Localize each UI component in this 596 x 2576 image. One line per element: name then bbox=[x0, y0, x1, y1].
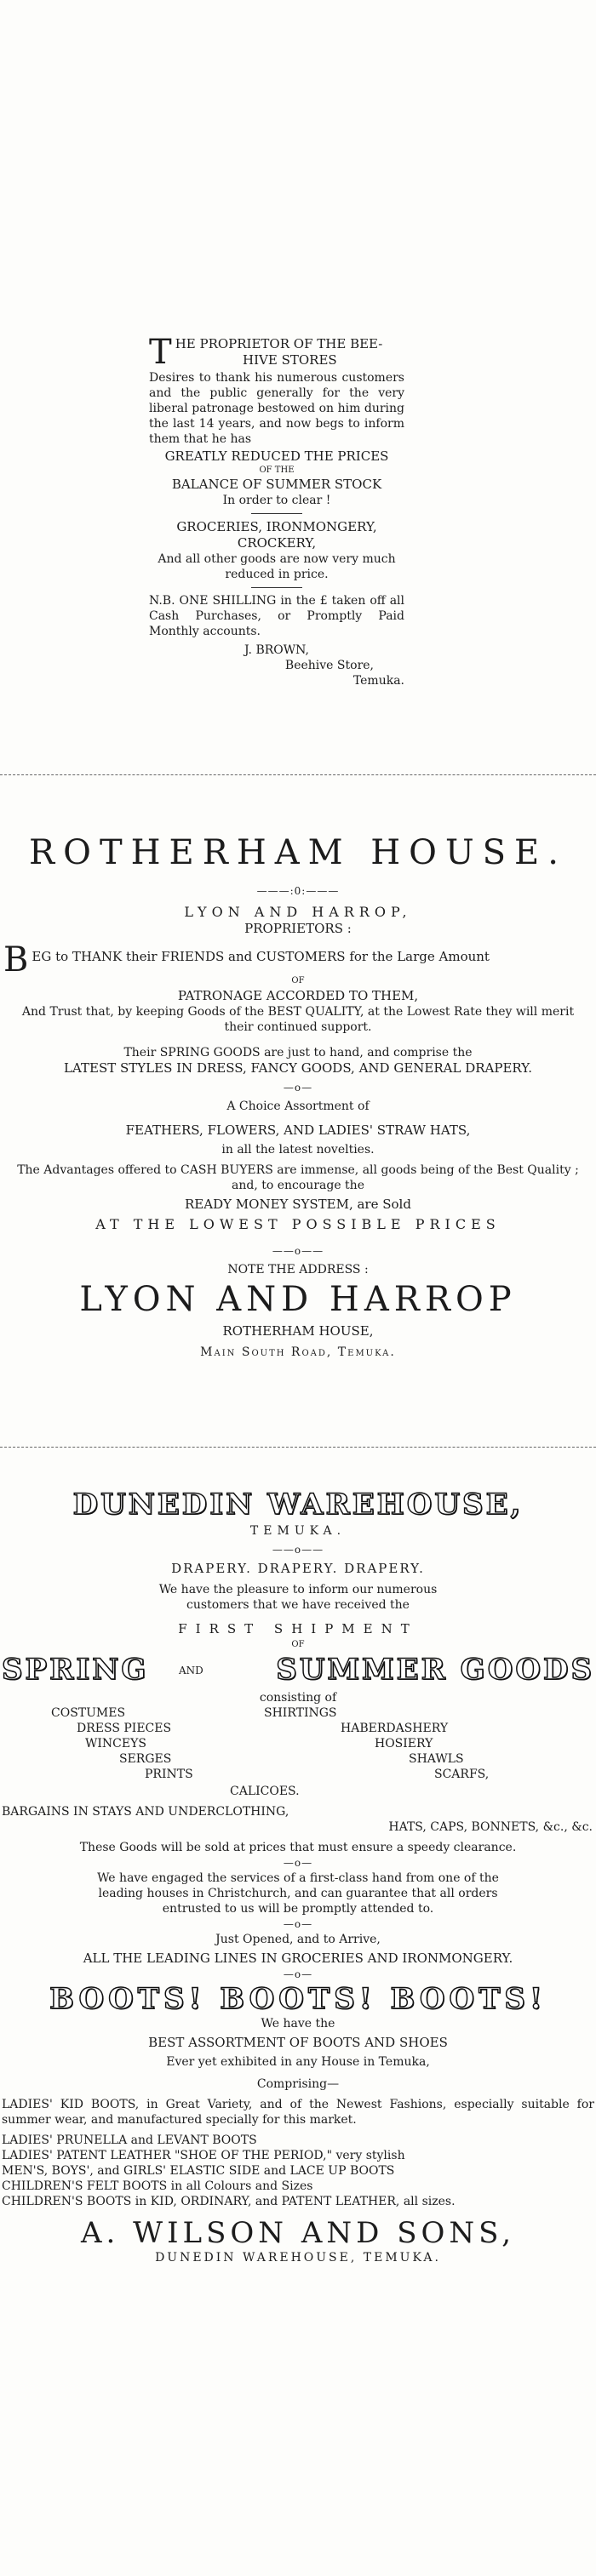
goods-list bbox=[0, 1705, 596, 1784]
goods-item: PRINTS bbox=[145, 1768, 193, 1781]
signature-name: J. BROWN, bbox=[244, 643, 309, 657]
clearance: These Goods will be sold at prices that must ensure a speedy clearance. bbox=[79, 1841, 517, 1854]
headline-cont: HIVE STORES bbox=[243, 352, 337, 368]
goods-item: HABERDASHERY bbox=[341, 1722, 449, 1735]
boot-list-item: LADIES' PRUNELLA and LEVANT BOOTS bbox=[2, 2133, 257, 2147]
ad-title: DUNEDIN WAREHOUSE, bbox=[72, 1488, 524, 1522]
boot-list-item: MEN'S, BOYS', and GIRLS' ELASTIC SIDE and LACE UP BOOTS bbox=[2, 2164, 395, 2178]
clear-note: In order to clear ! bbox=[222, 494, 331, 507]
drapery-line: DRAPERY. DRAPERY. DRAPERY. bbox=[171, 1561, 425, 1576]
first-shipment: FIRST SHIPMENT bbox=[178, 1621, 418, 1636]
boot-list-item: CHILDREN'S FELT BOOTS in all Colours and Sizes bbox=[2, 2179, 313, 2193]
boot-list bbox=[0, 2133, 596, 2209]
ever-exhibited: Ever yet exhibited in any House in Temuka, bbox=[166, 2055, 430, 2069]
goods-line-1: GROCERIES, IRONMONGERY, bbox=[176, 519, 377, 534]
and-word: AND bbox=[179, 1665, 203, 1676]
inform-line: We have the pleasure to inform our numerous customers that we have received the bbox=[158, 1583, 438, 1612]
ornament: —o— bbox=[283, 1968, 313, 1980]
nb-note: N.B. ONE SHILLING in the £ taken off all Cash Purchases, or Promptly Paid Monthly accounts. bbox=[149, 594, 404, 638]
proprietors: PROPRIETORS : bbox=[244, 921, 352, 936]
signature-town: Temuka. bbox=[352, 674, 404, 688]
goods-item: SERGES bbox=[119, 1752, 172, 1766]
ad-title: ROTHERHAM HOUSE. bbox=[29, 833, 567, 872]
leading-lines: ALL THE LEADING LINES IN GROCERIES AND IRONMONGERY. bbox=[83, 1951, 513, 1966]
of-word: OF bbox=[291, 976, 305, 985]
thanks-paragraph: Desires to thank his numerous customers and the public generally for the very liberal patronage bestowed on him during the last 14 years, and now begs to inform them that he has bbox=[149, 371, 404, 446]
engaged-hand: We have engaged the services of a first-class hand from one of the leading houses in Christchurch, and can guarantee that all orders entrusted to us will be promptly attended to. bbox=[97, 1871, 499, 1916]
lowest-prices: AT THE LOWEST POSSIBLE PRICES bbox=[95, 1216, 501, 1232]
just-opened: Just Opened, and to Arrive, bbox=[215, 1933, 381, 1946]
ad-dunedin-warehouse bbox=[0, 1488, 596, 2265]
summer-goods-word: SUMMER GOODS bbox=[276, 1653, 594, 1687]
of-the: OF THE bbox=[259, 466, 295, 475]
goods-item: COSTUMES bbox=[51, 1706, 126, 1720]
other-goods: And all other goods are now very much reduced in price. bbox=[158, 552, 396, 581]
comprising: Comprising— bbox=[256, 2077, 340, 2091]
spring-goods: Their SPRING GOODS are just to hand, and comprise the bbox=[123, 1046, 473, 1060]
best-assortment: BEST ASSORTMENT OF BOOTS AND SHOES bbox=[148, 2035, 448, 2050]
ad-rotherham-house bbox=[0, 832, 596, 1360]
headline: HE PROPRIETOR OF THE BEE- bbox=[175, 336, 383, 351]
ready-money: READY MONEY SYSTEM, are Sold bbox=[185, 1197, 411, 1212]
hats-line: HATS, CAPS, BONNETS, &c., &c. bbox=[388, 1820, 593, 1834]
of-word: OF bbox=[291, 1640, 305, 1649]
address: Main South Road, Temuka. bbox=[200, 1345, 396, 1359]
ornament: —o— bbox=[283, 1857, 313, 1869]
feathers-line: FEATHERS, FLOWERS, AND LADIES' STRAW HATS, bbox=[125, 1122, 471, 1138]
column-rule bbox=[0, 1447, 596, 1448]
ornament: —o— bbox=[283, 1918, 313, 1930]
footer-address: DUNEDIN WAREHOUSE, TEMUKA. bbox=[155, 2251, 441, 2265]
patronage: PATRONAGE ACCORDED TO THEM, bbox=[177, 988, 419, 1003]
latest-styles: LATEST STYLES IN DRESS, FANCY GOODS, AND GENERAL DRAPERY. bbox=[64, 1060, 532, 1076]
bargains: BARGAINS IN STAYS AND UNDERCLOTHING, bbox=[2, 1805, 289, 1819]
balance-stock: BALANCE OF SUMMER STOCK bbox=[171, 477, 382, 492]
firm-signature: A. WILSON AND SONS, bbox=[80, 2216, 516, 2250]
note-address: NOTE THE ADDRESS : bbox=[227, 1263, 369, 1277]
goods-item: SCARFS, bbox=[434, 1768, 490, 1781]
novelties: in all the latest novelties. bbox=[221, 1143, 375, 1157]
beg-line: EG to THANK their FRIENDS and CUSTOMERS for the Large Amount bbox=[32, 949, 490, 964]
firm-name-large: LYON AND HARROP bbox=[79, 1280, 517, 1319]
spring-summer-heading bbox=[0, 1653, 596, 1690]
ornament: ——o—— bbox=[272, 1245, 324, 1257]
goods-item: HOSIERY bbox=[375, 1737, 433, 1751]
drop-cap: T bbox=[149, 336, 172, 368]
ornament: —o— bbox=[283, 1082, 313, 1094]
goods-item: SHAWLS bbox=[409, 1752, 464, 1766]
choice: A Choice Assortment of bbox=[226, 1100, 370, 1113]
kid-boots: LADIES' KID BOOTS, in Great Variety, and of the Newest Fashions, especially suitable for summer wear, and manufactured specially for this market. bbox=[2, 2098, 594, 2127]
goods-item: SHIRTINGS bbox=[264, 1706, 337, 1720]
goods-item: WINCEYS bbox=[85, 1737, 146, 1751]
boot-list-item: LADIES' PATENT LEATHER "SHOE OF THE PERIOD," very stylish bbox=[2, 2149, 405, 2162]
column-rule bbox=[0, 774, 596, 775]
drop-cap: B bbox=[3, 944, 29, 974]
spring-word: SPRING bbox=[2, 1653, 149, 1687]
consisting: consisting of bbox=[259, 1691, 337, 1705]
town: TEMUKA. bbox=[249, 1524, 347, 1538]
calicoes: CALICOES. bbox=[230, 1785, 300, 1798]
signature-store: Beehive Store, bbox=[284, 659, 374, 672]
goods-line-2: CROCKERY, bbox=[237, 535, 317, 551]
advantages: The Advantages offered to CASH BUYERS are immense, all goods being of the Best Quality ; and, to encourage the bbox=[17, 1163, 579, 1192]
boot-list-item: CHILDREN'S BOOTS in KID, ORDINARY, and PATENT LEATHER, all sizes. bbox=[2, 2195, 456, 2208]
reduced-prices: GREATLY REDUCED THE PRICES bbox=[164, 448, 389, 464]
ornament: ———:0:——— bbox=[256, 885, 340, 897]
trust-line: And Trust that, by keeping Goods of the BEST QUALITY, at the Lowest Rate they will merit their continued support. bbox=[21, 1005, 575, 1034]
goods-item: DRESS PIECES bbox=[77, 1722, 172, 1735]
boots-heading: BOOTS! BOOTS! BOOTS! bbox=[49, 1982, 547, 2016]
we-have: We have the bbox=[261, 2017, 335, 2031]
firm-name: LYON AND HARROP, bbox=[184, 904, 412, 920]
house-name: ROTHERHAM HOUSE, bbox=[222, 1323, 374, 1339]
ornament: ——o—— bbox=[272, 1544, 324, 1556]
